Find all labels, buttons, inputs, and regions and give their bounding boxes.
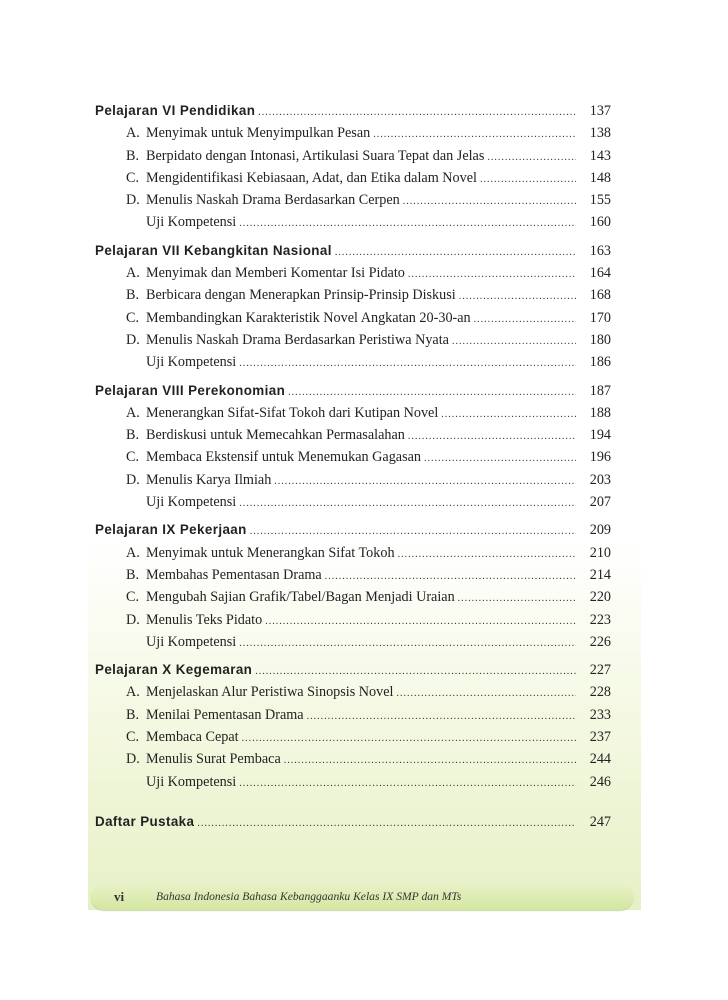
toc-entry xyxy=(95,403,611,425)
dot-leader xyxy=(239,354,576,374)
dot-leader xyxy=(459,287,576,307)
chapter-heading-label: Pelajaran VI Pendidikan xyxy=(95,103,256,118)
item-title: Menyimak untuk Menyimpulkan Pesan xyxy=(146,125,371,142)
toc-entry-label xyxy=(95,330,449,350)
dot-leader xyxy=(408,427,576,447)
toc-entry-label xyxy=(95,190,400,210)
item-title: Uji Kompetensi xyxy=(146,354,237,371)
item-letter: A. xyxy=(126,544,140,561)
dot-leader xyxy=(452,332,576,352)
dot-leader xyxy=(265,612,576,632)
toc-entry xyxy=(95,610,611,632)
toc-section xyxy=(95,660,611,794)
item-title: Menulis Karya Ilmiah xyxy=(146,471,272,488)
toc-entry-page: 228 xyxy=(589,684,611,701)
item-title: Membahas Pementasan Drama xyxy=(146,566,322,583)
toc-entry-label xyxy=(95,543,395,563)
item-title: Menulis Naskah Drama Berdasarkan Cerpen xyxy=(146,192,400,209)
dot-leader xyxy=(458,589,576,609)
toc-entry-page: 188 xyxy=(589,404,611,421)
item-title: Menyimak dan Memberi Komentar Isi Pidato xyxy=(146,265,405,282)
toc-entry-page: 226 xyxy=(589,633,611,650)
item-letter: D. xyxy=(126,331,140,348)
toc-entry-label xyxy=(95,212,236,232)
footer-book-title: Bahasa Indonesia Bahasa Kebanggaanku Kelas IX SMP dan MTs xyxy=(156,890,462,903)
toc-entry-page: 210 xyxy=(589,544,611,561)
bibliography-heading-label: Daftar Pustaka xyxy=(95,813,195,829)
dot-leader xyxy=(258,103,576,123)
toc-entry-label xyxy=(95,308,471,328)
item-letter: C. xyxy=(126,729,140,746)
dot-leader xyxy=(424,449,576,469)
toc-entry-page: 148 xyxy=(589,169,611,186)
item-letter: B. xyxy=(126,427,140,444)
toc-entry xyxy=(95,308,611,330)
item-title: Menjelaskan Alur Peristiwa Sinopsis Novel xyxy=(146,684,394,701)
dot-leader xyxy=(255,662,576,682)
dot-leader xyxy=(242,729,576,749)
dot-leader xyxy=(398,545,576,565)
toc-entry xyxy=(95,285,611,307)
toc-entry xyxy=(95,425,611,447)
chapter-heading-page: 227 xyxy=(589,662,611,679)
toc-entry xyxy=(95,705,611,727)
toc-entry-page: 246 xyxy=(589,773,611,790)
toc-entry xyxy=(95,470,611,492)
chapter-heading-page: 209 xyxy=(589,522,611,539)
toc-entry-page: 220 xyxy=(589,589,611,606)
item-letter: D. xyxy=(126,471,140,488)
toc-entry-label xyxy=(95,492,236,512)
dot-leader xyxy=(274,472,576,492)
toc-entry-label xyxy=(95,352,236,372)
chapter-heading-page: 137 xyxy=(589,103,611,119)
toc-entry xyxy=(95,330,611,352)
toc-entry-label xyxy=(95,123,370,143)
table-of-contents xyxy=(95,101,611,840)
toc-section xyxy=(95,101,611,235)
toc-entry xyxy=(95,190,611,212)
item-letter: A. xyxy=(126,404,140,421)
toc-entry-page: 196 xyxy=(589,449,611,466)
chapter-heading xyxy=(95,241,611,263)
item-letter: B. xyxy=(126,287,140,304)
toc-entry-page: 160 xyxy=(589,214,611,231)
chapter-heading xyxy=(95,101,611,123)
toc-entry-page: 155 xyxy=(589,192,611,209)
dot-leader xyxy=(396,684,576,704)
toc-entry xyxy=(95,543,611,565)
dot-leader xyxy=(239,494,576,514)
toc-entry-label xyxy=(95,146,484,166)
toc-entry-label xyxy=(95,285,456,305)
dot-leader xyxy=(335,243,576,263)
dot-leader xyxy=(408,265,576,285)
dot-leader xyxy=(373,125,576,145)
toc-entry-label xyxy=(95,587,455,607)
toc-entry xyxy=(95,749,611,771)
toc-entry xyxy=(95,123,611,145)
item-title: Berdiskusi untuk Memecahkan Permasalahan xyxy=(146,427,405,444)
item-title: Menulis Naskah Drama Berdasarkan Peristiwa Nyata xyxy=(146,331,449,348)
toc-section xyxy=(95,520,611,654)
toc-entry-page: 237 xyxy=(589,729,611,746)
item-letter: B. xyxy=(126,147,140,164)
item-letter: C. xyxy=(126,169,140,186)
bibliography-heading xyxy=(95,812,611,834)
toc-entry-label xyxy=(95,168,477,188)
toc-entry-page: 143 xyxy=(589,147,611,164)
item-title: Menulis Teks Pidato xyxy=(146,611,263,628)
toc-entry-label xyxy=(95,632,236,652)
toc-entry xyxy=(95,168,611,190)
item-title: Berpidato dengan Intonasi, Artikulasi Suara Tepat dan Jelas xyxy=(146,147,485,164)
toc-entry-page: 180 xyxy=(589,331,611,348)
bibliography-heading-page: 247 xyxy=(589,813,611,830)
toc-entry-label xyxy=(95,610,262,630)
item-title: Menulis Surat Pembaca xyxy=(146,751,281,768)
footer-page-number: vi xyxy=(114,889,125,904)
toc-entry-page: 203 xyxy=(589,471,611,488)
dot-leader xyxy=(441,405,576,425)
toc-entry xyxy=(95,632,611,654)
toc-entry-label xyxy=(95,470,271,490)
toc-entry-label xyxy=(95,447,421,467)
chapter-heading-page: 163 xyxy=(589,242,611,259)
toc-section xyxy=(95,381,611,515)
toc-entry xyxy=(95,146,611,168)
chapter-heading-label: Pelajaran X Kegemaran xyxy=(95,662,253,678)
toc-entry xyxy=(95,212,611,234)
item-letter: C. xyxy=(126,449,140,466)
toc-entry xyxy=(95,492,611,514)
item-title: Membaca Ekstensif untuk Menemukan Gagasan xyxy=(146,449,422,466)
toc-entry xyxy=(95,682,611,704)
toc-entry xyxy=(95,447,611,469)
toc-entry-label xyxy=(95,682,393,702)
item-title: Menilai Pementasan Drama xyxy=(146,706,304,723)
toc-entry-page: 194 xyxy=(589,427,611,444)
dot-leader xyxy=(403,192,576,212)
chapter-heading-label: Pelajaran IX Pekerjaan xyxy=(95,522,247,538)
chapter-heading-label: Pelajaran VIII Perekonomian xyxy=(95,382,286,398)
toc-entry xyxy=(95,263,611,285)
item-title: Menyimak untuk Menerangkan Sifat Tokoh xyxy=(146,544,395,561)
toc-entry-page: 168 xyxy=(589,287,611,304)
toc-entry-page: 223 xyxy=(589,611,611,628)
item-letter: D. xyxy=(126,192,140,209)
item-title: Uji Kompetensi xyxy=(146,494,237,511)
item-letter: A. xyxy=(126,265,140,282)
toc-entry-label xyxy=(95,425,405,445)
toc-entry xyxy=(95,727,611,749)
toc-entry-page: 233 xyxy=(589,706,611,723)
dot-leader xyxy=(307,707,576,727)
dot-leader xyxy=(250,522,576,542)
chapter-heading-page: 187 xyxy=(589,382,611,399)
dot-leader xyxy=(474,310,576,330)
bibliography-section xyxy=(95,812,611,834)
toc-entry-page: 244 xyxy=(589,751,611,768)
dot-leader xyxy=(480,170,576,190)
item-title: Menerangkan Sifat-Sifat Tokoh dari Kutipan Novel xyxy=(146,404,439,421)
toc-section xyxy=(95,241,611,375)
item-letter: B. xyxy=(126,566,140,583)
toc-entry-label xyxy=(95,263,405,283)
toc-entry xyxy=(95,352,611,374)
toc-entry-page: 207 xyxy=(589,494,611,511)
item-title: Membaca Cepat xyxy=(146,729,239,746)
chapter-heading-label: Pelajaran VII Kebangkitan Nasional xyxy=(95,242,332,258)
item-letter: A. xyxy=(126,125,140,142)
item-title: Uji Kompetensi xyxy=(146,214,237,231)
toc-entry-label xyxy=(95,727,239,747)
item-title: Mengidentifikasi Kebiasaan, Adat, dan Etika dalam Novel xyxy=(146,169,477,186)
item-letter: A. xyxy=(126,684,140,701)
item-letter: D. xyxy=(126,611,140,628)
toc-entry xyxy=(95,565,611,587)
toc-entry-label xyxy=(95,772,236,792)
item-letter: D. xyxy=(126,751,140,768)
dot-leader xyxy=(197,814,576,834)
chapter-heading xyxy=(95,381,611,403)
dot-leader xyxy=(288,383,576,403)
toc-entry-page: 138 xyxy=(589,125,611,142)
toc-entry-label xyxy=(95,749,281,769)
toc-entry-page: 170 xyxy=(589,309,611,326)
item-letter: C. xyxy=(126,589,140,606)
toc-entry xyxy=(95,772,611,794)
item-title: Berbicara dengan Menerapkan Prinsip-Prinsip Diskusi xyxy=(146,287,456,304)
chapter-heading xyxy=(95,660,611,682)
item-letter: B. xyxy=(126,706,140,723)
toc-entry-label xyxy=(95,565,322,585)
dot-leader xyxy=(284,751,576,771)
item-title: Mengubah Sajian Grafik/Tabel/Bagan Menjadi Uraian xyxy=(146,589,455,606)
dot-leader xyxy=(239,634,576,654)
dot-leader xyxy=(239,214,576,234)
item-letter: C. xyxy=(126,309,140,326)
dot-leader xyxy=(239,774,576,794)
item-title: Uji Kompetensi xyxy=(146,633,237,650)
toc-entry xyxy=(95,587,611,609)
item-title: Membandingkan Karakteristik Novel Angkatan 20-30-an xyxy=(146,309,471,326)
chapter-heading xyxy=(95,520,611,542)
toc-entry-page: 214 xyxy=(589,566,611,583)
item-title: Uji Kompetensi xyxy=(146,773,237,790)
toc-entry-page: 186 xyxy=(589,354,611,371)
toc-entry-page: 164 xyxy=(589,265,611,282)
toc-entry-label xyxy=(95,403,438,423)
dot-leader xyxy=(325,567,576,587)
toc-entry-label xyxy=(95,705,304,725)
dot-leader xyxy=(487,148,576,168)
